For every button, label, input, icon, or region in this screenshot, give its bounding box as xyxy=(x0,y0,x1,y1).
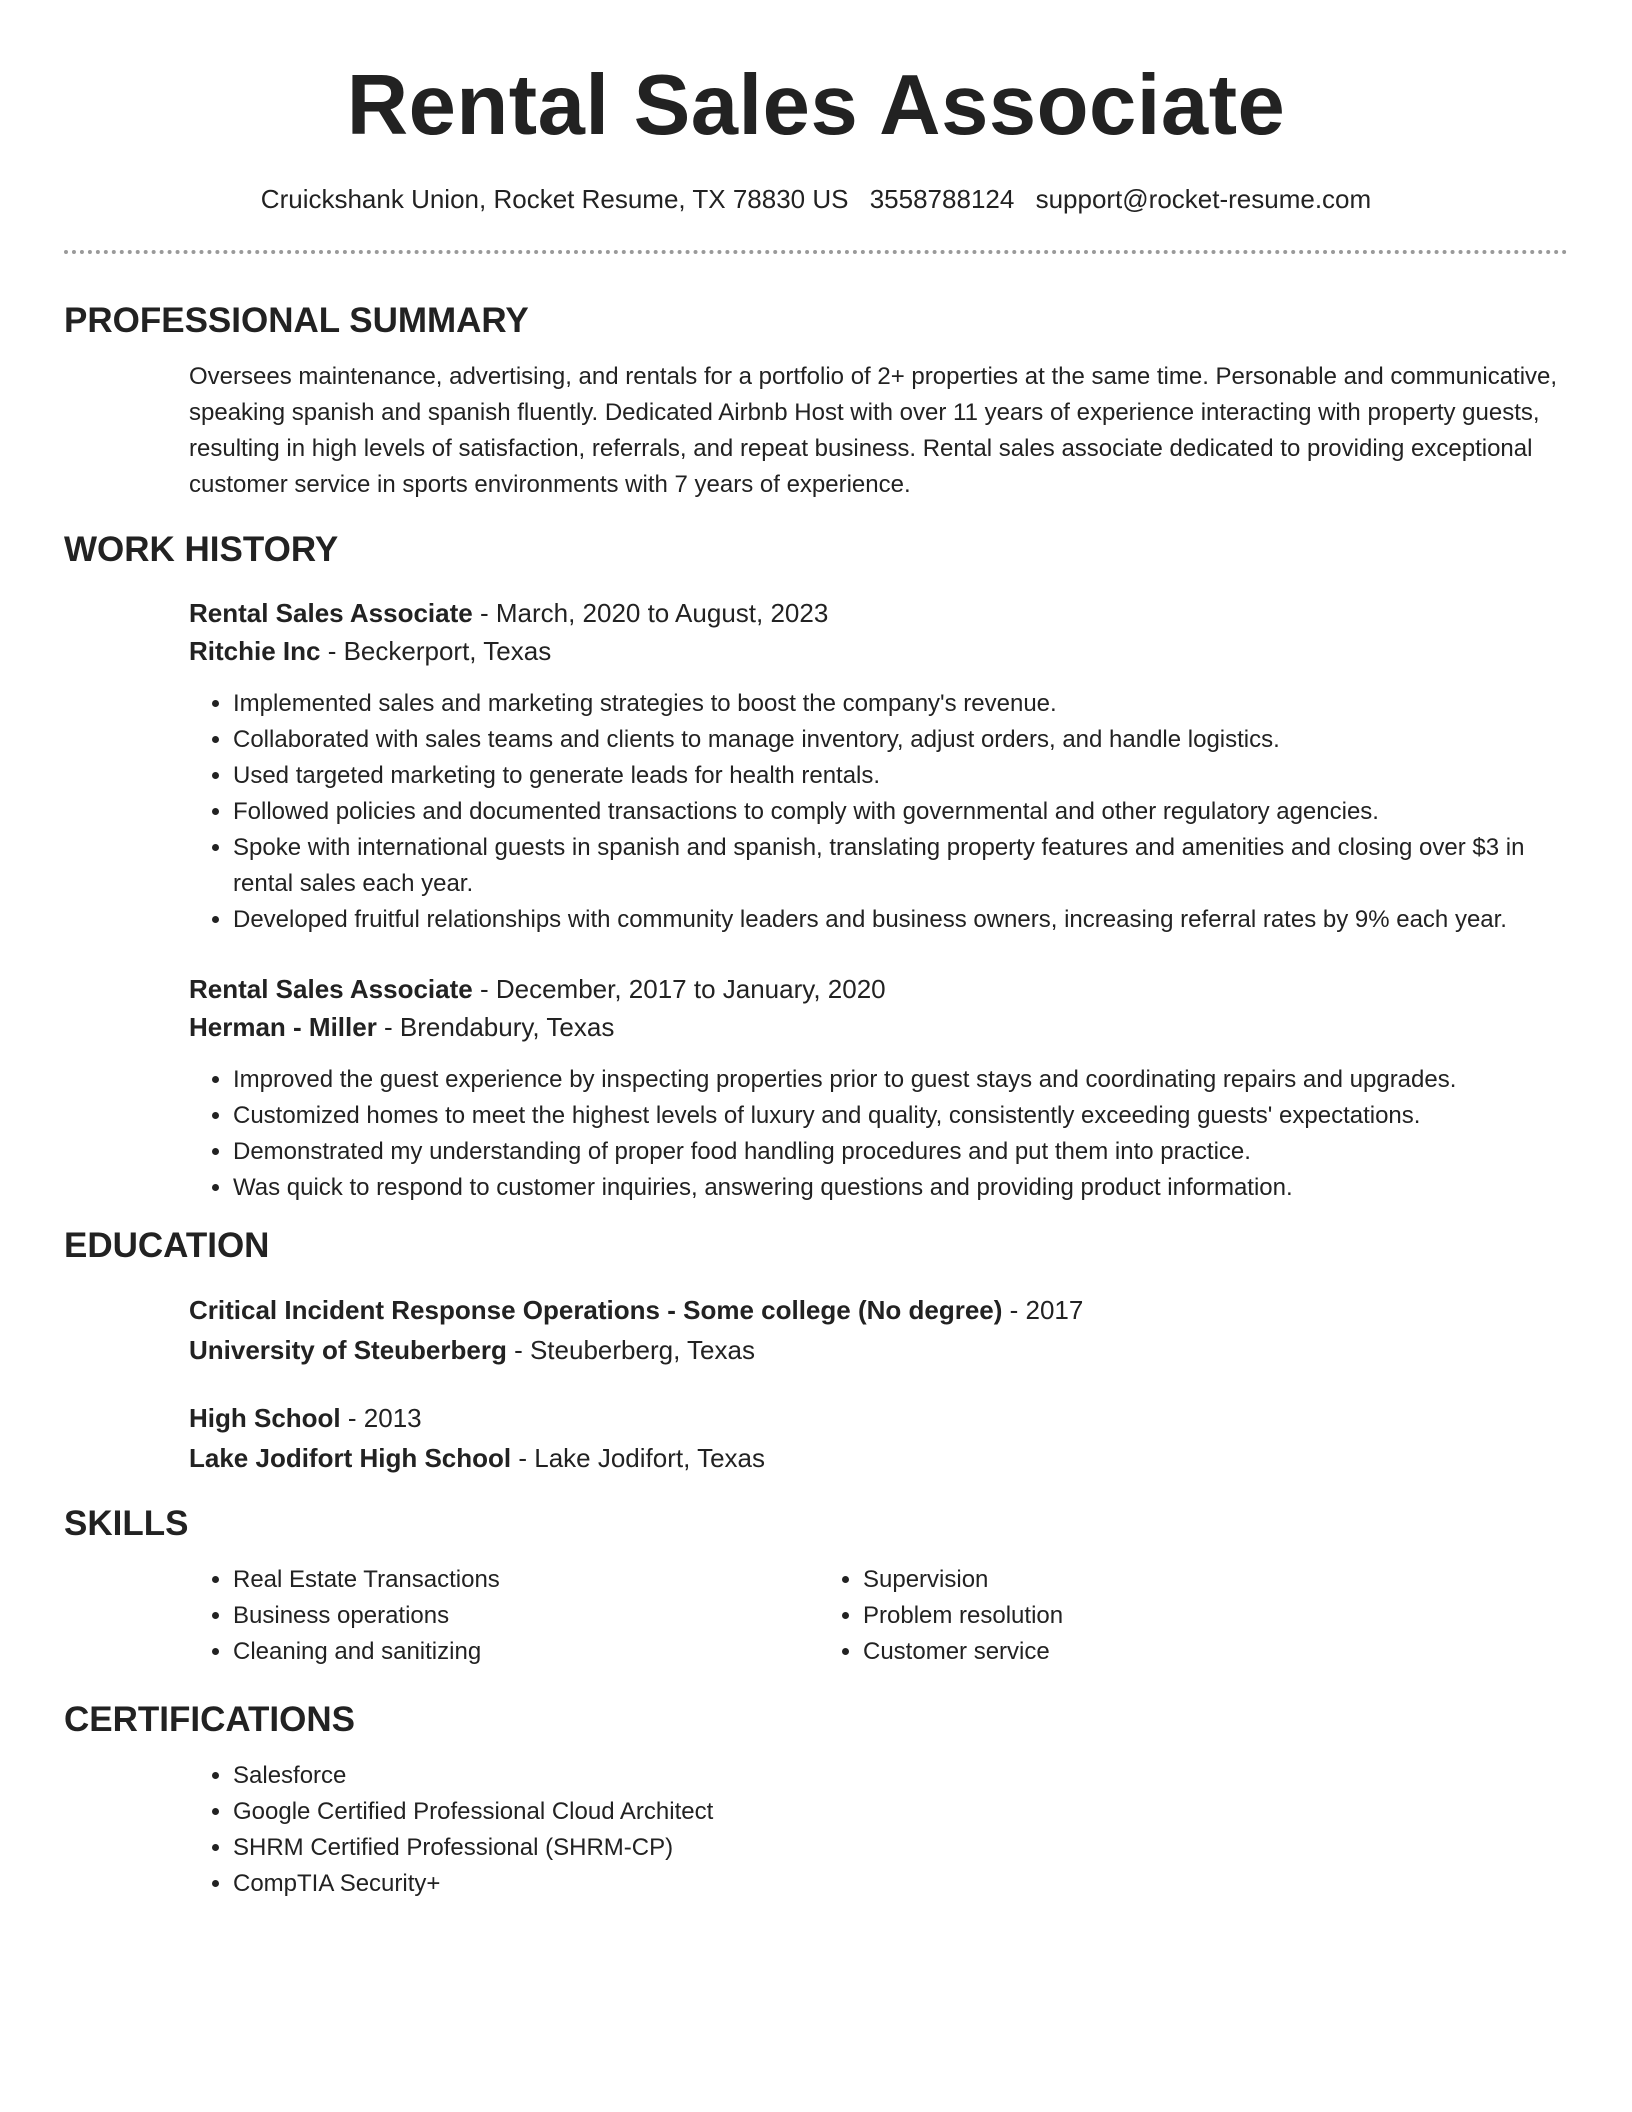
list-item: • Demonstrated my understanding of proper food handling procedures and put them into practice. xyxy=(233,1134,1568,1170)
education-degree-line xyxy=(189,1398,1568,1438)
skills-column-left xyxy=(189,1562,819,1670)
education-year: - 2017 xyxy=(1002,1295,1084,1325)
contact-phone: 3558788124 xyxy=(869,184,1015,214)
job-title-line xyxy=(189,594,1568,632)
job-title-line xyxy=(189,970,1568,1008)
education-entry xyxy=(189,1290,1568,1370)
section-skills xyxy=(64,1502,1568,1670)
section-title-work: WORK HISTORY xyxy=(64,530,339,569)
list-item: • Was quick to respond to customer inquiries, answering questions and providing product information. xyxy=(233,1170,1568,1206)
list-item: • Problem resolution xyxy=(863,1598,1063,1634)
list-item: • Followed policies and documented transactions to comply with governmental and other regulatory agencies. xyxy=(233,794,1568,830)
section-education xyxy=(64,1224,1568,1478)
skills-column-right xyxy=(819,1562,1063,1670)
list-item: • Used targeted marketing to generate leads for health rentals. xyxy=(233,758,1568,794)
education-degree: Critical Incident Response Operations - Some college (No degree) xyxy=(189,1295,1003,1325)
education-year: - 2013 xyxy=(340,1403,422,1433)
job-company-line xyxy=(189,1008,1568,1046)
education-location: - Steuberberg, Texas xyxy=(506,1335,755,1365)
list-item: • Improved the guest experience by inspecting properties prior to guest stays and coordinating repairs and upgrades. xyxy=(233,1062,1568,1098)
list-item: • CompTIA Security+ xyxy=(233,1866,1568,1902)
education-school: University of Steuberberg xyxy=(189,1335,507,1365)
section-professional-summary xyxy=(64,299,1568,503)
contact-line xyxy=(64,182,1568,216)
job-dates: - March, 2020 to August, 2023 xyxy=(472,598,829,628)
list-item: • Salesforce xyxy=(233,1758,1568,1794)
job-role: Rental Sales Associate xyxy=(189,974,473,1004)
job-company-line xyxy=(189,632,1568,670)
section-work-history xyxy=(64,528,1568,1206)
section-title-summary: PROFESSIONAL SUMMARY xyxy=(64,301,529,340)
education-location: - Lake Jodifort, Texas xyxy=(511,1443,766,1473)
list-item: • Customer service xyxy=(863,1634,1063,1670)
job-company: Herman - Miller xyxy=(189,1012,377,1042)
contact-email: support@rocket-resume.com xyxy=(1035,184,1372,214)
section-title-skills: SKILLS xyxy=(64,1504,189,1543)
education-school-line xyxy=(189,1330,1568,1370)
job-bullets xyxy=(189,1062,1568,1206)
list-item: • Business operations xyxy=(233,1598,819,1634)
list-item: • Google Certified Professional Cloud Architect xyxy=(233,1794,1568,1830)
list-item: • Cleaning and sanitizing xyxy=(233,1634,819,1670)
list-item: • SHRM Certified Professional (SHRM-CP) xyxy=(233,1830,1568,1866)
job-role: Rental Sales Associate xyxy=(189,598,473,628)
job-company: Ritchie Inc xyxy=(189,636,321,666)
section-title-certifications: CERTIFICATIONS xyxy=(64,1700,356,1739)
list-item: • Real Estate Transactions xyxy=(233,1562,819,1598)
certifications-list xyxy=(189,1758,1568,1902)
education-degree: High School xyxy=(189,1403,341,1433)
job-location: - Brendabury, Texas xyxy=(376,1012,615,1042)
resume-name: Rental Sales Associate xyxy=(346,58,1286,153)
education-entry xyxy=(189,1398,1568,1478)
header-divider xyxy=(64,250,1568,254)
list-item: • Collaborated with sales teams and clients to manage inventory, adjust orders, and handle logistics. xyxy=(233,722,1568,758)
list-item: • Developed fruitful relationships with community leaders and business owners, increasing referral rates by 9% each year. xyxy=(233,902,1568,938)
job-dates: - December, 2017 to January, 2020 xyxy=(472,974,886,1004)
section-certifications xyxy=(64,1698,1568,1902)
skills-grid xyxy=(189,1562,1568,1670)
job-entry xyxy=(189,970,1568,1206)
education-school-line xyxy=(189,1438,1568,1478)
education-degree-line xyxy=(189,1290,1568,1330)
education-school: Lake Jodifort High School xyxy=(189,1443,512,1473)
list-item: • Implemented sales and marketing strategies to boost the company's revenue. xyxy=(233,686,1568,722)
contact-address: Cruickshank Union, Rocket Resume, TX 78830 US xyxy=(260,184,849,214)
job-entry xyxy=(189,594,1568,938)
certifications-list-wrap xyxy=(189,1758,1568,1902)
list-item: • Customized homes to meet the highest levels of luxury and quality, consistently exceeding guests' expectations. xyxy=(233,1098,1568,1134)
list-item: • Spoke with international guests in spanish and spanish, translating property features and amenities and closing over $3 in rental sales each year. xyxy=(233,830,1568,902)
summary-text: Oversees maintenance, advertising, and rentals for a portfolio of 2+ properties at the same time. Personable and communicative, speaking spanish and spanish fluently. Dedicated Airbnb Host with over 11 years of experience interacting with property guests, resulting in high levels of satisfaction, referrals, and repeat business. Rental sales associate dedicated to providing exceptional customer service in sports environments with 7 years of experience. xyxy=(189,363,1558,498)
job-location: - Beckerport, Texas xyxy=(320,636,552,666)
job-bullets xyxy=(189,686,1568,938)
section-title-education: EDUCATION xyxy=(64,1226,270,1265)
list-item: • Supervision xyxy=(863,1562,1063,1598)
